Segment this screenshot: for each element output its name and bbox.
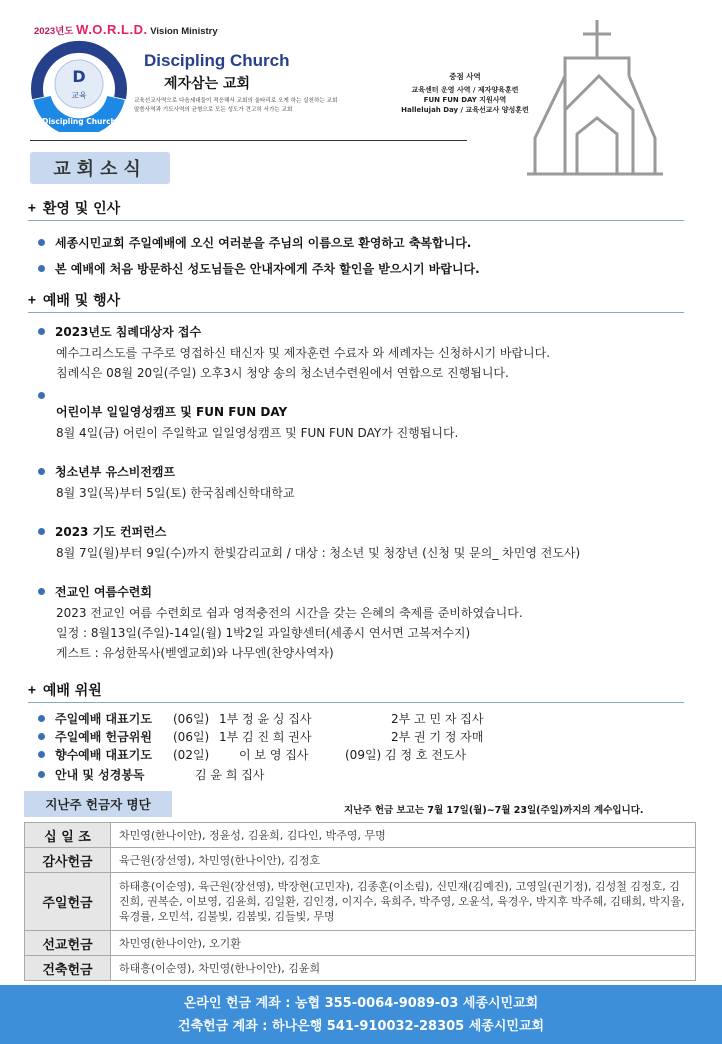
offering-title: 지난주 헌금자 명단 <box>24 791 172 817</box>
section-divider <box>28 702 684 703</box>
welcome-text: 본 예배에 처음 방문하신 성도님들은 안내자에게 주차 할인을 받으시기 바랍니다. <box>55 262 480 276</box>
staff-date: (02일) <box>173 748 210 762</box>
event-line: 게스트 : 유성한목사(벧엘교회)와 나무엔(찬양사역자) <box>56 646 334 660</box>
event-line: 일정 : 8월13일(주일)-14일(월) 1박2일 과일향센터(세종시 연서면 고복저수지) <box>56 626 471 640</box>
welcome-item <box>38 234 471 251</box>
event-title <box>38 463 175 480</box>
table-row <box>25 823 696 848</box>
ministry-label: Vision Ministry <box>150 26 218 37</box>
focus-line: 교육센터 운영 사역 / 제자양육훈련 <box>411 86 519 94</box>
staff-second: (09일) 김 정 호 전도사 <box>345 748 467 762</box>
account-bar <box>0 985 722 1044</box>
logo-center-text: 교육 <box>71 91 87 100</box>
event-line: 2023 전교인 여름 수련회로 쉼과 영적충전의 시간을 갖는 은혜의 축제를 준비하였습니다. <box>56 606 523 620</box>
table-row <box>25 931 696 956</box>
table-row <box>25 956 696 981</box>
offering-type: 감사헌금 <box>25 848 111 873</box>
bullet-icon <box>38 771 45 778</box>
section-divider <box>28 220 684 221</box>
plus-icon: + <box>28 682 36 698</box>
news-title: 교회소식 <box>30 152 170 184</box>
staff-date: (06일) <box>173 712 210 726</box>
welcome-text: 세종시민교회 주일예배에 오신 여러분을 주님의 이름으로 환영하고 축복합니다. <box>55 236 472 250</box>
event-line: 예수그리스도를 구주로 영접하신 태신자 및 제자훈련 수료자 와 세례자는 신청하시기 바랍니다. <box>56 346 551 360</box>
plus-icon: + <box>28 200 36 216</box>
world-label: W.O.R.L.D. <box>76 22 148 37</box>
online-account: 온라인 헌금 계좌 : 농협 355-0064-9089-03 세종시민교회 <box>183 996 539 1011</box>
bullet-icon <box>38 239 45 246</box>
offering-names: 육근원(장선영), 차민영(한나이안), 김정호 <box>111 848 696 873</box>
event-line: 8월 7일(월)부터 9일(수)까지 한빛감리교회 / 대상 : 청소년 및 청장년 (신청 및 문의_ 차민영 전도사) <box>56 546 581 560</box>
church-name-en: Discipling Church <box>144 51 290 70</box>
staff-role: 향수예배 대표기도 <box>55 748 152 762</box>
bullet-icon <box>38 588 45 595</box>
staff-role: 주일예배 헌금위원 <box>55 730 152 744</box>
event-title-text: 청소년부 유스비전캠프 <box>55 465 176 479</box>
staff-row <box>38 728 483 745</box>
staff-heading-label: 예배 위원 <box>42 683 102 699</box>
offering-type: 십 일 조 <box>25 823 111 848</box>
event-title: 어린이부 일일영성캠프 및 FUN FUN DAY <box>56 405 288 419</box>
bullet-icon <box>38 392 45 399</box>
logo-ring-text: Discipling Church <box>42 117 116 126</box>
offering-names: 차민영(한나이안), 정윤성, 김윤희, 김다인, 박주영, 무명 <box>111 823 696 848</box>
bullet-icon <box>38 528 45 535</box>
bullet-icon <box>38 328 45 335</box>
focus-line: Hallelujah Day / 교육선교사 양성훈련 <box>401 106 529 114</box>
church-logo <box>30 40 128 132</box>
event-title-text: 2023 기도 컨퍼런스 <box>55 525 167 539</box>
offering-type: 선교헌금 <box>25 931 111 956</box>
staff-row <box>38 766 264 783</box>
event-title-text: 2023년도 침례대상자 접수 <box>55 325 202 339</box>
table-row <box>25 873 696 931</box>
staff-role: 주일예배 대표기도 <box>55 712 152 726</box>
staff-heading <box>28 680 102 700</box>
offering-names: 차민영(한나이안), 오기환 <box>111 931 696 956</box>
building-account: 건축헌금 계좌 : 하나은행 541-910032-28305 세종시민교회 <box>177 1019 545 1034</box>
plus-icon: + <box>28 292 36 308</box>
offering-type: 건축헌금 <box>25 956 111 981</box>
offering-names: 하태흥(이순영), 차민영(한나이안), 김윤희 <box>111 956 696 981</box>
event-title <box>38 583 152 600</box>
staff-first: 1부 정 윤 싱 집사 <box>219 712 312 726</box>
year-label: 2023년도 <box>34 26 74 37</box>
events-heading <box>28 290 120 310</box>
bullet-icon <box>38 468 45 475</box>
event-title-text: 전교인 여름수련회 <box>55 585 152 599</box>
event-title <box>38 323 201 340</box>
staff-first: 이 보 영 집사 <box>239 748 309 762</box>
header-divider <box>30 140 467 141</box>
event-line: 8월 3일(목)부터 5일(토) 한국침례신학대학교 <box>56 486 295 500</box>
bullet-icon <box>38 265 45 272</box>
offering-names: 하태흥(이순영), 육근원(장선영), 박장현(고민자), 김종훈(이소림), 신민재(김예진), 고영일(권기정), 김성철 김정호, 김진희, 권복순, 이보영, 김윤희, 김일환, 김인경, 이지수, 육희주, 박주영, 오윤석, 육경우, 박지후 박주혜, 김태희, 박지율, 육경률, 오민석, 김불빛, 김봄빛, 김들빛, 무명 <box>111 873 696 931</box>
focus-title: 중점 사역 <box>449 72 481 81</box>
event-title <box>38 523 166 540</box>
church-desc-line: 교육선교사역으로 다음세대들이 적응해서 교회의 울타리로 오게 하는 실천하는 교회 <box>134 98 338 104</box>
ministry-banner <box>34 22 218 37</box>
logo-letter: D <box>72 67 86 86</box>
staff-row <box>38 710 483 727</box>
staff-role: 안내 및 성경봉독 <box>55 768 145 782</box>
welcome-heading-label: 환영 및 인사 <box>42 201 121 217</box>
church-name-ko: 제자삼는 교회 <box>164 76 251 92</box>
bullet-icon <box>38 751 45 758</box>
offering-table <box>24 822 696 981</box>
welcome-heading <box>28 198 120 218</box>
staff-first: 김 윤 희 집사 <box>195 768 265 782</box>
staff-second: 2부 고 민 자 집사 <box>391 712 484 726</box>
church-description <box>134 97 344 115</box>
event-line: 8월 4일(금) 어린이 주일학교 일일영성캠프 및 FUN FUN DAY가 진행됩니다. <box>56 426 459 440</box>
event-line: 침례식은 08월 20일(주일) 오후3시 청양 송의 청소년수련원에서 연합으로 진행됩니다. <box>56 366 509 380</box>
church-building-icon <box>525 14 665 184</box>
offering-note: 지난주 헌금 보고는 7월 17일(월)~7월 23일(주일)까지의 계수입니다. <box>344 805 644 816</box>
focus-line: FUN FUN DAY 지원사역 <box>423 96 507 104</box>
staff-first: 1부 김 진 희 권사 <box>219 730 312 744</box>
staff-date: (06일) <box>173 730 210 744</box>
staff-row <box>38 746 466 763</box>
church-desc-line: 말씀사역과 기도사역의 균형으로 모든 성도가 견고히 서가는 교회 <box>134 107 293 113</box>
bullet-icon <box>38 733 45 740</box>
bullet-icon <box>38 715 45 722</box>
offering-type: 주일헌금 <box>25 873 111 931</box>
welcome-item <box>38 260 480 277</box>
events-heading-label: 예배 및 행사 <box>42 293 121 309</box>
section-divider <box>28 312 684 313</box>
staff-second: 2부 권 기 정 자매 <box>391 730 484 744</box>
table-row <box>25 848 696 873</box>
